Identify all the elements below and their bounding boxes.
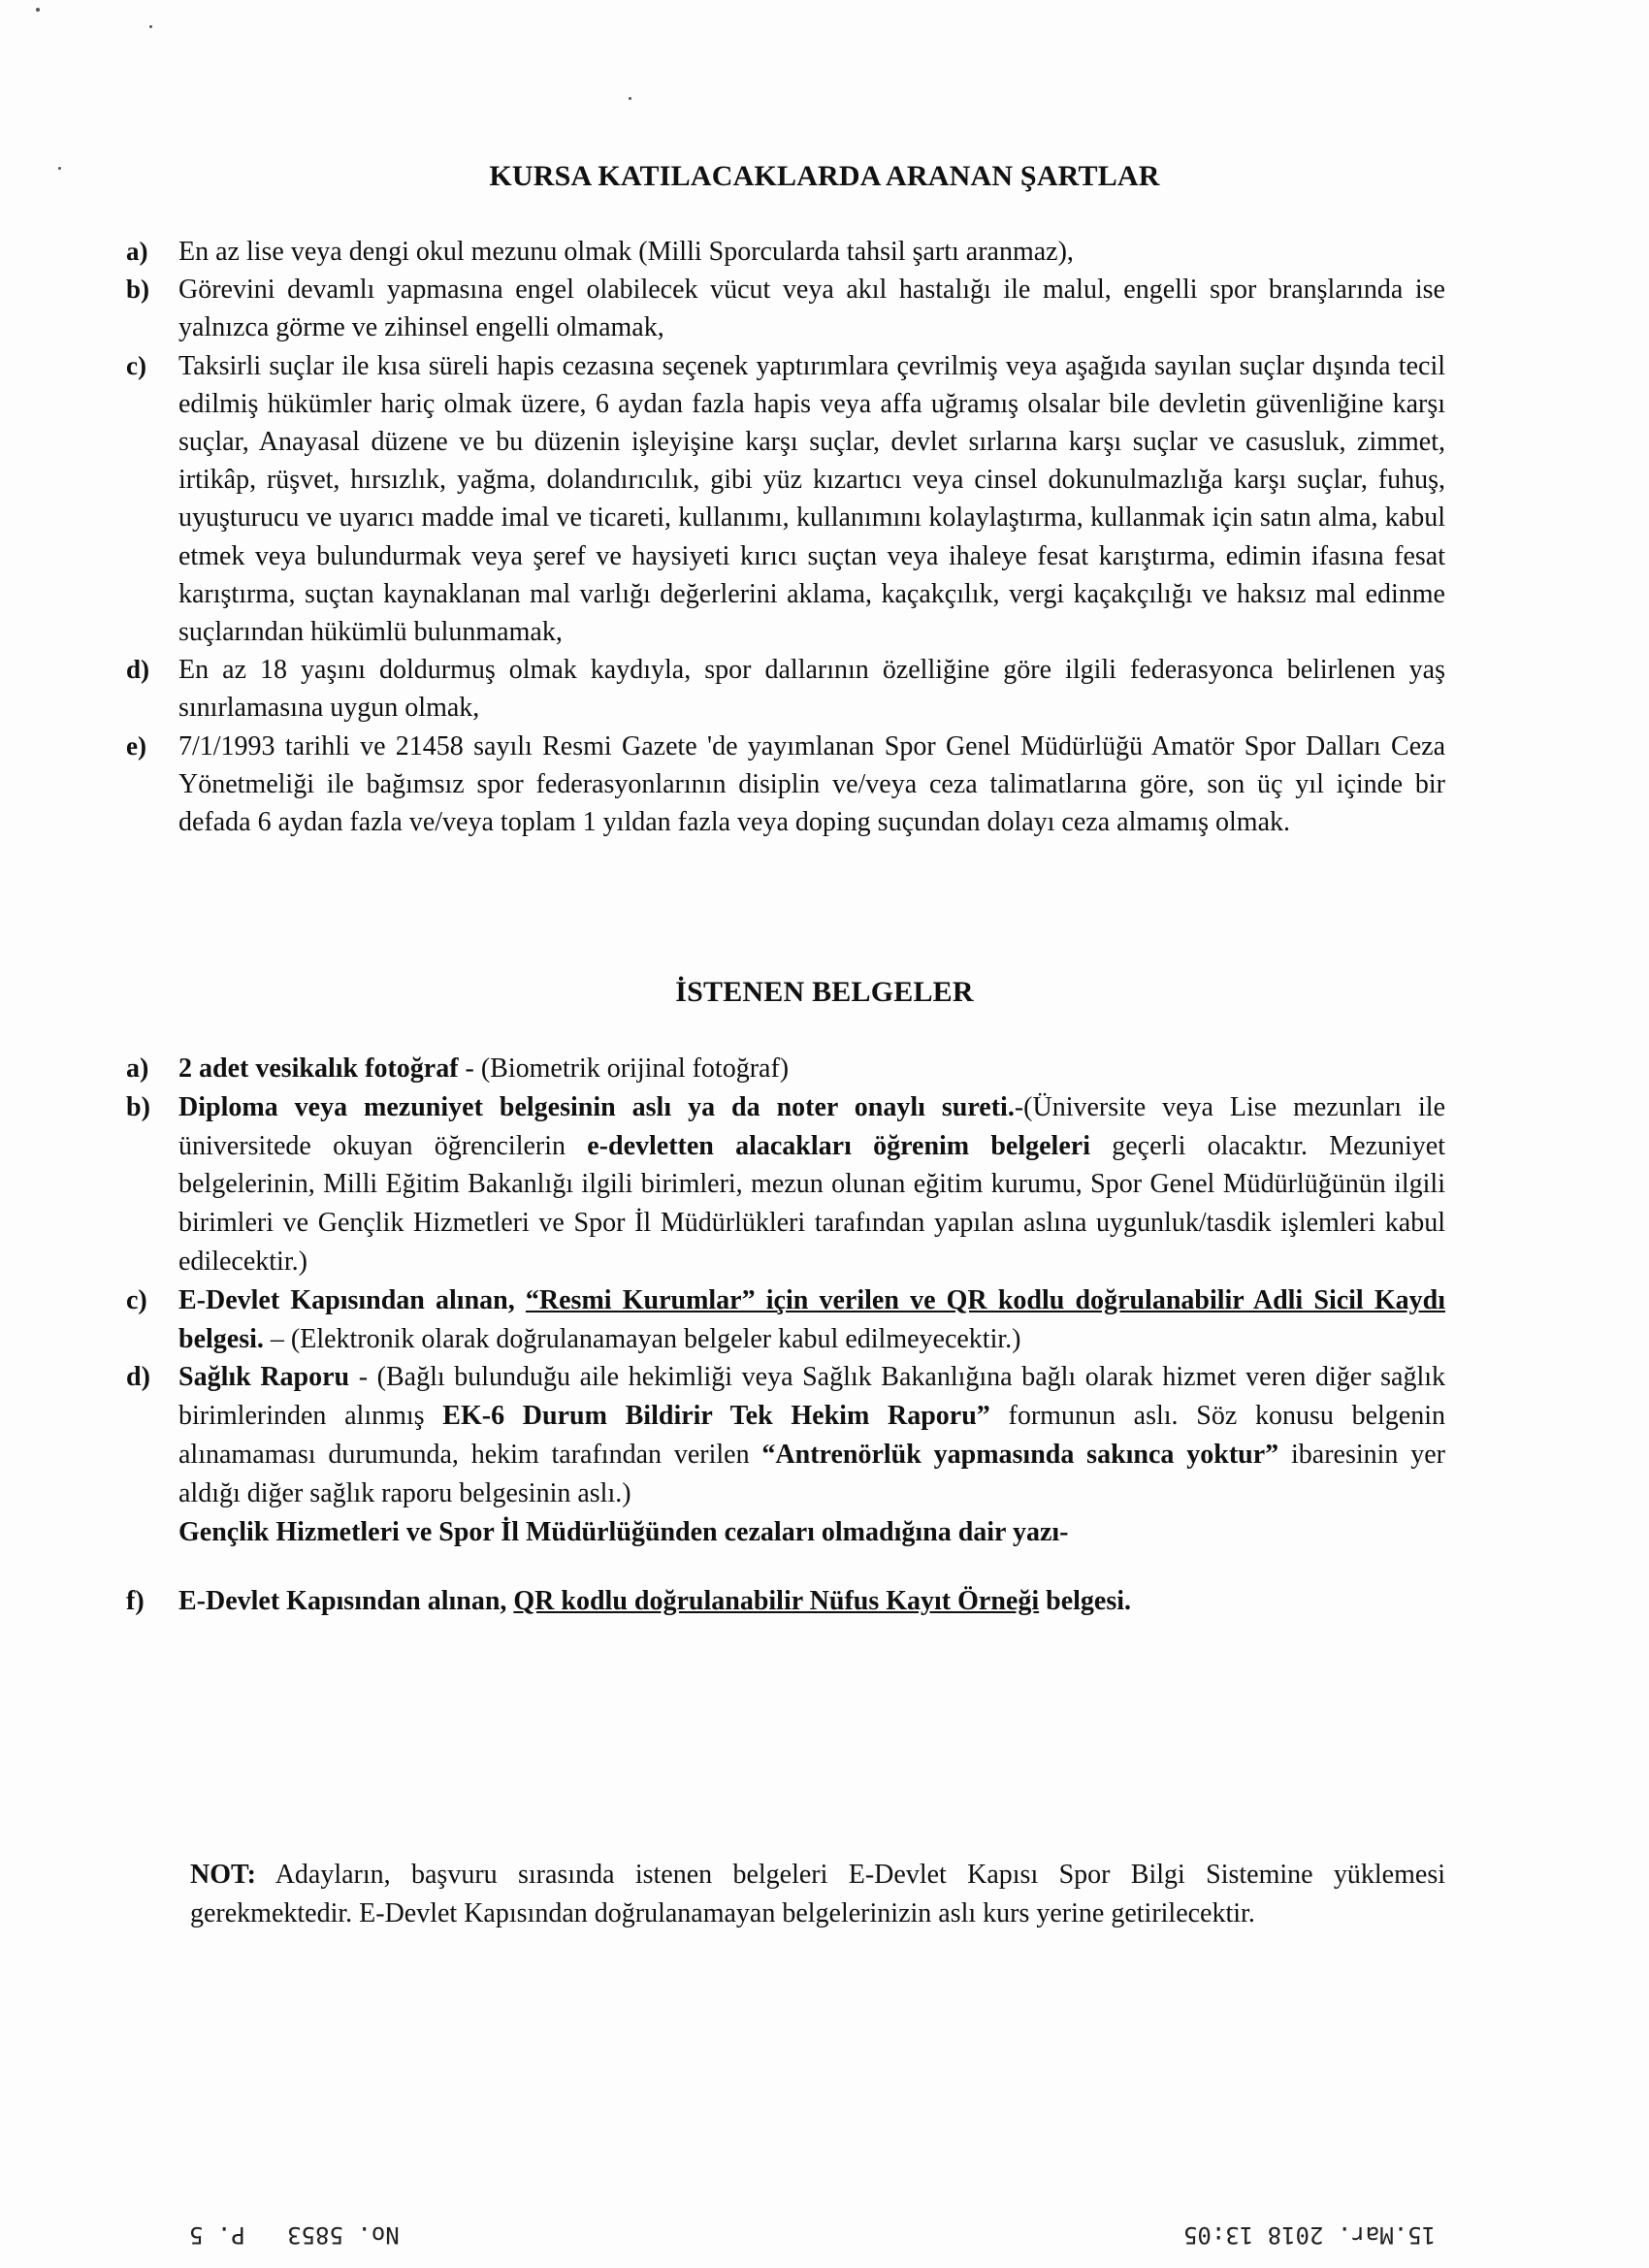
list-item-text: – (Elektronik olarak doğrulanamayan belgeler kabul edilmeyecektir.) — [263, 1323, 1021, 1354]
note-paragraph — [190, 1856, 1445, 1932]
list-item-bold: e-devletten alacakları öğrenim belgeleri — [587, 1130, 1090, 1161]
list-item-bold: 2 adet vesikalık fotoğraf — [178, 1053, 459, 1084]
list-item — [126, 347, 1445, 652]
list-marker: a) — [126, 1053, 149, 1084]
list-item-text: ibaresinin yer aldığı diğer sağlık raporu belgesinin aslı.) — [178, 1439, 1445, 1508]
list-item-bold: Diploma veya mezuniyet belgesinin aslı ya da noter onaylı sureti. — [178, 1091, 1015, 1122]
list-item — [126, 1358, 1445, 1512]
list-item-bold: E-Devlet Kapısından alınan, — [178, 1284, 526, 1315]
scan-speck — [149, 25, 152, 28]
list-marker: d) — [126, 655, 150, 685]
list-marker: e) — [126, 730, 146, 761]
scan-speck — [629, 97, 631, 100]
list-item — [126, 233, 1445, 271]
list-marker: b) — [126, 275, 150, 305]
list-item — [126, 728, 1445, 842]
scan-speck — [36, 8, 40, 12]
list-item-text: Taksirli suçlar ile kısa süreli hapis cezasına seçenek yaptırımlara çevrilmiş veya aşağıda sayılan suçlar dışında tecil edilmiş hükümler hariç olmak üzere, 6 aydan fazla hapis veya affa uğramış olsalar bile devletin güvenliğine karşı suçlar, Anayasal düzene ve bu düzenin işleyişine karşı suçlar, devlet sırlarına karşı suçlar ve casusluk, zimmet, irtikâp, rüşvet, hırsızlık, yağma, dolandırıcılık, gibi yüz kızartıcı veya cinsel dokunulmazlığa karşı suçlar, fuhuş, uyuşturucu ve uyarıcı madde imal ve ticareti, kullanımı, kullanımını kolaylaştırma, kullanmak için satın alma, kabul etmek veya bulundurmak veya şeref ve haysiyeti kırıcı suçtan veya ihaleye fesat karıştırma, edimin ifasına fesat karıştırma, suçtan kaynaklanan mal varlığı değerlerini aklama, kaçakçılık, vergi kaçakçılığı ve haksız mal edinme suçlarından hükümlü bulunmamak, — [178, 350, 1445, 648]
documents-list — [126, 1050, 1445, 1621]
requirements-list — [126, 233, 1445, 841]
list-item-text: Görevini devamlı yapmasına engel olabilecek vücut veya akıl hastalığı ile malul, engelli spor branşlarında ise yalnızca görme ve zihinsel engelli olmamak, — [178, 275, 1445, 343]
list-marker: c) — [126, 350, 146, 380]
list-marker: d) — [126, 1362, 150, 1393]
list-item-text: - (Biometrik orijinal fotoğraf) — [458, 1053, 790, 1084]
list-item-bold: Sağlık Raporu — [178, 1362, 350, 1393]
list-item-text: geçerli olacaktır. Mezuniyet belgelerinin, Milli Eğitim Bakanlığı ilgili birimleri, mezun olunan eğitim kurumu, Spor Genel Müdürlüğünün ilgili birimleri ve Gençlik Hizmetleri ve Spor İl Müdürlükleri tarafından yapılan aslına uygunluk/tasdik işlemleri kabul edilecektir.) — [178, 1130, 1445, 1277]
list-item-text: En az 18 yaşını doldurmuş olmak kaydıyla, spor dallarının özelliğine göre ilgili federasyonca belirlenen yaş sınırlamasına uygun olmak, — [178, 655, 1445, 724]
list-item-bold: belgesi. — [178, 1323, 264, 1354]
list-marker: b) — [126, 1091, 150, 1122]
note-label: NOT: — [190, 1860, 256, 1890]
note-text: Adayların, başvuru sırasında istenen belgeleri E-Devlet Kapısı Spor Bilgi Sistemine yüklemesi gerekmektedir. E-Devlet Kapısından doğrulanamayan belgelerinizin aslı kurs yerine getirilecektir. — [190, 1860, 1445, 1928]
list-marker: f) — [126, 1586, 145, 1617]
list-item-bold: EK-6 Durum Bildirir Tek Hekim Raporu” — [442, 1401, 990, 1432]
list-item-text: formunun aslı. Söz konusu belgenin alınamaması durumunda, hekim tarafından verilen — [178, 1401, 1446, 1470]
list-spacer — [126, 1551, 1445, 1582]
fax-footer-page-number: No. 5853 P. 5 — [189, 2221, 400, 2249]
list-item — [126, 1088, 1445, 1281]
list-item-bold: “Antrenörlük yapmasında sakınca yoktur” — [761, 1439, 1279, 1470]
list-item-bold: Gençlik Hizmetleri ve Spor İl Müdürlüğünden cezaları olmadığına dair yazı- — [178, 1516, 1069, 1547]
list-marker: a) — [126, 237, 148, 266]
fax-footer-timestamp: 15.Mar. 2018 13:05 — [1183, 2221, 1437, 2249]
section-title-requirements: KURSA KATILACAKLARDA ARANAN ŞARTLAR — [489, 160, 1160, 192]
list-item — [126, 1281, 1445, 1359]
list-item — [126, 1582, 1445, 1621]
list-item-bold: E-Devlet Kapısından alınan, — [178, 1586, 514, 1617]
list-item — [126, 1513, 1445, 1552]
list-item — [126, 1050, 1445, 1088]
list-item-text: En az lise veya dengi okul mezunu olmak (Milli Sporcularda tahsil şartı aranmaz), — [178, 237, 1074, 267]
list-item-underlined: “Resmi Kurumlar” için verilen ve QR kodlu doğrulanabilir Adli Sicil Kaydı — [525, 1284, 1445, 1315]
list-item-bold: belgesi. — [1039, 1586, 1132, 1617]
section-title-documents: İSTENEN BELGELER — [675, 976, 974, 1008]
list-item-text: - (Bağlı bulunduğu aile hekimliği veya Sağlık Bakanlığına bağlı olarak hizmet veren diğer sağlık birimlerinden alınmış — [178, 1362, 1446, 1432]
list-item-text: -(Üniversite veya Lise mezunları ile üniversitede okuyan öğrencilerin — [178, 1091, 1446, 1161]
list-item — [126, 271, 1445, 346]
list-marker: c) — [126, 1284, 147, 1315]
list-item-underlined: QR kodlu doğrulanabilir Nüfus Kayıt Örneği — [513, 1586, 1040, 1617]
list-item — [126, 651, 1445, 727]
list-item-text: 7/1/1993 tarihli ve 21458 sayılı Resmi Gazete 'de yayımlanan Spor Genel Müdürlüğü Amatör Spor Dalları Ceza Yönetmeliği ile bağımsız spor federasyonlarının disiplin ve/veya ceza talimatlarına göre, son üç yıl içinde bir defada 6 aydan fazla ve/veya toplam 1 yıldan fazla veya doping suçundan dolayı ceza almamış olmak. — [178, 730, 1445, 838]
